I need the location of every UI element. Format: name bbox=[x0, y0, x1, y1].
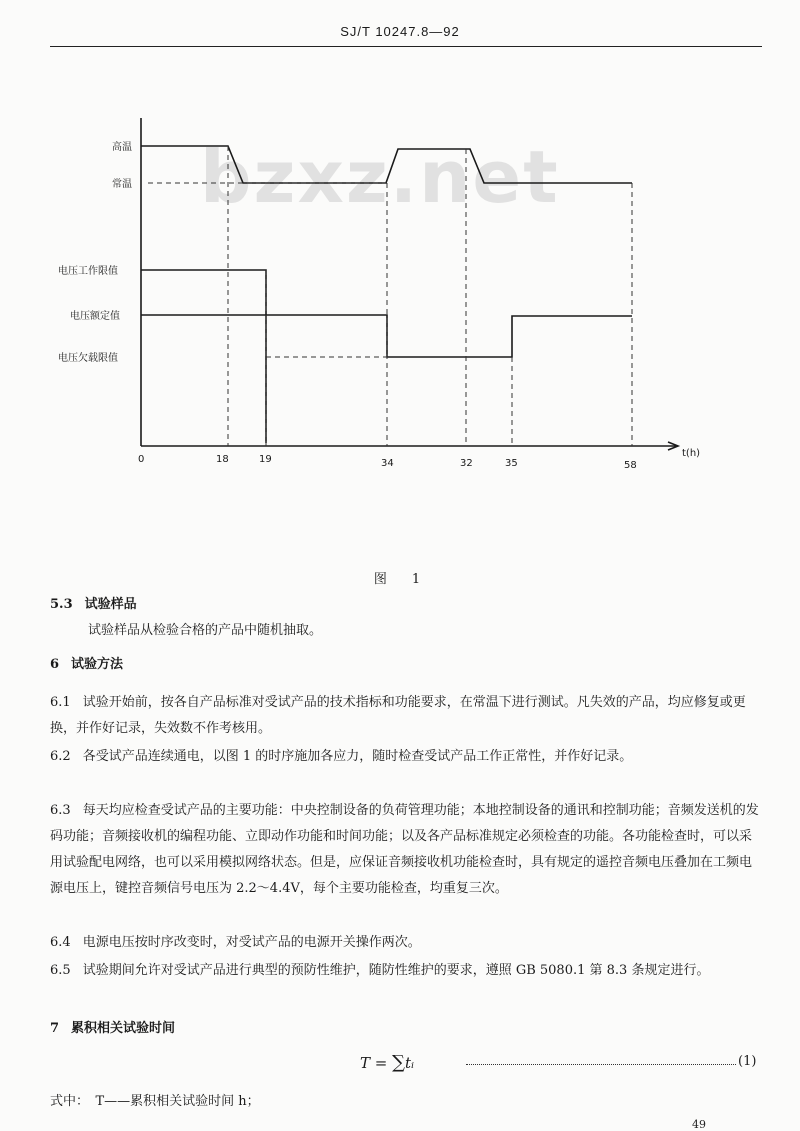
section-6-heading bbox=[50, 652, 762, 678]
section-7-heading bbox=[50, 1016, 762, 1042]
formula-variable: tᵢ bbox=[404, 1054, 415, 1072]
voltage-upper-segment bbox=[141, 270, 266, 443]
paragraph-6-4 bbox=[50, 930, 762, 956]
formula-lhs: T = bbox=[360, 1054, 388, 1072]
section-number: 7 bbox=[50, 1021, 60, 1036]
page-number: 49 bbox=[692, 1118, 706, 1131]
section-5-3-heading bbox=[50, 592, 762, 618]
dot-leader bbox=[466, 1064, 736, 1065]
label-voltage-upper: 电压工作限值 bbox=[58, 266, 118, 277]
paragraph-6-2 bbox=[50, 744, 762, 770]
label-voltage-lower: 电压欠载限值 bbox=[58, 353, 118, 364]
watermark: bzxz.net bbox=[200, 135, 560, 219]
clause-text: 各受试产品连续通电，以图 1 的时序施加各应力，随时检查受试产品工作正常性，并作好记录。 bbox=[82, 749, 633, 764]
clause-text: 电源电压按时序改变时，对受试产品的电源开关操作两次。 bbox=[82, 935, 421, 950]
clause-number: 6.4 bbox=[50, 935, 71, 950]
temperature-curve bbox=[141, 146, 632, 183]
clause-text: 试验期间允许对受试产品进行典型的预防性维护，随防性维护的要求，遵照 GB 5080.1 第 8.3 条规定进行。 bbox=[82, 963, 710, 978]
clause-number: 6.2 bbox=[50, 749, 71, 764]
section-title: 累积相关试验时间 bbox=[71, 1021, 176, 1036]
tick-34: 34 bbox=[381, 458, 394, 469]
equation-number: (1) bbox=[738, 1054, 757, 1069]
section-number: 6 bbox=[50, 657, 60, 672]
clause-number: 6.1 bbox=[50, 695, 71, 710]
tick-32: 32 bbox=[460, 458, 473, 469]
section-title: 试验样品 bbox=[84, 597, 137, 612]
section-number: 5.3 bbox=[50, 597, 73, 612]
label-high-temp: 高温 bbox=[112, 142, 132, 153]
clause-text: 试验开始前，按各自产品标准对受试产品的技术指标和功能要求，在常温下进行测试。凡失效的产品，均应修复或更换，并作好记录，失效数不作考核用。 bbox=[50, 695, 746, 736]
section-title: 试验方法 bbox=[71, 657, 124, 672]
tick-0: 0 bbox=[138, 454, 145, 465]
section-5-3-body: 试验样品从检验合格的产品中随机抽取。 bbox=[88, 623, 323, 638]
tick-18: 18 bbox=[216, 454, 229, 465]
tick-19: 19 bbox=[259, 454, 272, 465]
standard-code-header: SJ/T 10247.8—92 bbox=[340, 24, 460, 39]
tick-58: 58 bbox=[624, 460, 637, 471]
clause-number: 6.3 bbox=[50, 803, 71, 818]
tick-35: 35 bbox=[505, 458, 518, 469]
label-voltage-rated: 电压额定值 bbox=[70, 311, 120, 322]
label-normal-temp: 常温 bbox=[112, 179, 132, 190]
sigma-symbol: ∑ bbox=[392, 1052, 405, 1073]
formula-1 bbox=[360, 1052, 414, 1073]
figure-caption: 图 1 bbox=[373, 572, 427, 587]
clause-number: 6.5 bbox=[50, 963, 71, 978]
timing-diagram bbox=[0, 0, 800, 520]
paragraph-6-1 bbox=[50, 690, 762, 742]
clause-text: 每天均应检查受试产品的主要功能：中央控制设备的负荷管理功能；本地控制设备的通讯和控制功能；音频发送机的发码功能；音频接收机的编程功能、立即动作功能和时间功能；以及各产品标准规定必须检查的功能。各功能检查时，可以采用试验配电网络，也可以采用模拟网络状态。但是，应保证音频接收机功能检查时，具有规定的遥控音频电压叠加在工频电源电压上，键控音频信号电压为 2.2～4.4V，每个主要功能检查，均重复三次。 bbox=[50, 803, 759, 896]
paragraph-6-3 bbox=[50, 798, 762, 902]
formula-where-clause: 式中： T——累积相关试验时间 h； bbox=[50, 1094, 260, 1109]
paragraph-6-5 bbox=[50, 958, 762, 984]
x-axis-label: t(h) bbox=[682, 448, 701, 459]
